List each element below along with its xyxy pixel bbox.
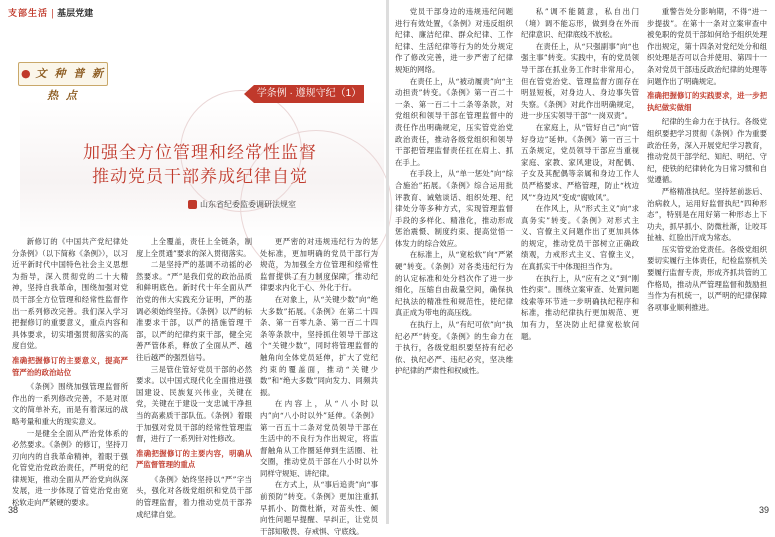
paragraph: 压实管党治党责任。各级党组织要切实履行主体责任，纪检监察机关要履行监督专责，形成齐抓共管的工作格局，推动从严管理监督和鼓励担当作为有机统一，以严明的纪律保障各项事业顺利推进。 [647, 244, 767, 312]
paragraph: 更严密的对违规违纪行为的惩处标准，更加明确的党员干部行为规范，为加强全方位管理和经常性监督提供了有力制度保障，推动纪律要求内化于心、外化于行。 [260, 237, 378, 293]
paragraph: 《条例》始终坚持以“严”字当头，强化对各级党组织和党员干部的管理监督，着力推动党员干部养成纪律自觉。 [136, 474, 252, 519]
paragraph: 在责任上，从“只强副事”向“也强主事”转变。实践中，有的党员领导干部在抓业务工作时非常用心，但在管党治党、管理监督方面存在明显短板，对身边人、身边事失管失察。《条例》对此作出明确规定，进一步压实领导干部“一岗双责”。 [521, 41, 639, 121]
paragraph: 一是健全全面从严治党体系的必然要求。《条例》的修订，坚持刀刃向内的自我革命精神，着眼于强化管党治党政治责任，严明党的纪律规矩，推动全面从严治党向纵深发展，进一步体现了管党治党由宽松软走向严紧硬的要求。 [12, 428, 128, 508]
section-name: 基层党建 [57, 8, 94, 18]
author-icon [188, 200, 197, 209]
paragraph: 《条例》围绕加强管理监督所作出的一系列修改完善，不是对原文的简单补充，而是有着深远的战略考量和重大的现实意义。 [12, 382, 128, 426]
byline-text: 山东省纪委监委调研法规室 [200, 200, 296, 209]
right-page [389, 0, 775, 524]
subheading: 准确把握修订的主要内容，明确从严监督管理的重点 [136, 448, 252, 470]
paragraph: 纪律的生命力在于执行。各级党组织要把学习贯彻《条例》作为重要政治任务，深入开展党纪学习教育，推动党员干部学纪、知纪、明纪、守纪，使铁的纪律转化为日常习惯和自觉遵循。 [647, 117, 767, 185]
right-column-3 [647, 6, 767, 506]
paragraph: 在作风上，从“形式主义”向“求真务实”转变。《条例》对形式主义、官僚主义问题作出了更加具体的规定，推动党员干部树立正确政绩观，力戒形式主义、官僚主义，在真抓实干中体现担当作为。 [521, 204, 639, 272]
article-title-line2: 推动党员干部养成纪律自觉 [92, 167, 308, 187]
paragraph: 在标准上，从“宽松软”向“严紧硬”转变。《条例》对各类违纪行为的认定标准和处分档次作了进一步细化，压缩自由裁量空间，确保执纪执法的精准性和规范性，使纪律真正成为带电的高压线。 [395, 250, 513, 318]
paragraph: 私”调不能随意，私自出门（境）调不能忘形，做到身在外而纪律意识、纪律底线不放松。 [521, 7, 639, 40]
byline [188, 199, 296, 210]
left-column-1 [12, 236, 128, 508]
paragraph: 严格精准执纪。坚持惩前毖后、治病救人，运用好监督执纪“四种形态”，特别是在用好第一种形态上下功夫，抓早抓小、防微杜渐，让咬耳扯袖、红脸出汗成为常态。 [647, 186, 767, 243]
page-number-left: 38 [8, 505, 19, 515]
column-badge-text: 文 种 普 新 热 点 [35, 67, 106, 102]
page-number-right: 39 [758, 505, 769, 515]
left-column-2 [136, 236, 252, 519]
paragraph: 党员干部身边的违规违纪问题进行有效处置，《条例》对违反组织纪律、廉洁纪律、群众纪律、工作纪律、生活纪律等行为的处分规定作了修改完善，进一步严密了纪律规矩的网络。 [395, 7, 513, 74]
running-header [8, 6, 93, 19]
badge-dot-icon: ● [20, 67, 33, 80]
paragraph: 在内容上，从“八小时以内”向“八小时以外”延伸。《条例》第一百五十二条对党员领导干部在生活中的不良行为作出规定，将监督触角从工作圈延伸到生活圈、社交圈，推动党员干部在八小时以外同样守规矩、讲纪律。 [260, 399, 378, 478]
subheading: 准确把握修订的主要意义，提高严管严治的政治站位 [12, 355, 128, 377]
right-column-1 [395, 6, 513, 506]
magazine-brand: 支部生活 [8, 9, 49, 19]
column-badge [18, 62, 108, 102]
subheading: 准确把握修订的实践要求，进一步把执纪做实做细 [647, 91, 767, 112]
paragraph: 重警告处分影响期，不得“进一步提拔”。在第十一条对立案审查中被免职的党员干部如何给予组织处理作出规定，第十四条对党纪处分和组织处理是否可以合并使用、第四十一条对党员干部违反政治纪律的处理等问题作出了明确规定。 [647, 7, 767, 86]
paragraph: 在家庭上，从“管好自己”向“管好身边”延伸。《条例》第一百三十五条规定，党员领导干部应当重视家庭、家教、家风建设，对配偶、子女及其配偶等亲属和身边工作人员严格要求、严格管理，防止“枕边风”“身边风”变成“腐败风”。 [521, 122, 639, 202]
left-page [0, 0, 386, 536]
paragraph: 三是管住管好党员干部的必然要求。以中国式现代化全面推进强国建设、民族复兴伟业，关键在党，关键在于建设一支忠诚干净担当的高素质干部队伍。《条例》着眼于加强对党员干部的经常性管理监督，进行了一系列针对性修改。 [136, 364, 252, 444]
paragraph: 二是坚持严的基调不动摇的必然要求。“严”是我们党的政治品质和鲜明底色。新时代十年全面从严治党的伟大实践充分证明，严的基调必须始终坚持。《条例》以严的标准要求干部，以严的措施管理干部，以严的纪律约束干部，健全完善严管体系，释放了全面从严、越往后越严的强烈信号。 [136, 260, 252, 362]
paragraph: 在执行上，从“有纪可依”向“执纪必严”转变。《条例》的生命力在于执行，各级党组织要坚持有纪必依、执纪必严、违纪必究，坚决维护纪律的严肃性和权威性。 [395, 320, 513, 376]
paragraph: 新修订的《中国共产党纪律处分条例》（以下简称《条例》），以习近平新时代中国特色社会主义思想为指导，深入贯彻党的二十大精神，坚持自我革命，围绕加强对党员干部全方位管理和经常性监督作出一系列修改完善。我们深入学习把握修订的重要意义，重点内容和具体要求，切实增强贯彻落实的高度自觉。 [12, 237, 128, 351]
left-column-3 [260, 236, 378, 536]
paragraph: 在执行上，从“应有之义”到“刚性约束”。围绕立案审查、处置问题线索等环节进一步明确执纪程序和标准，推动纪律执行更加规范、更加有力，坚决防止纪律宽松软问题。 [521, 273, 639, 341]
article-title-line1: 加强全方位管理和经常性监督 [83, 143, 317, 163]
header-separator: | [51, 9, 55, 19]
paragraph: 在对象上，从“关键少数”向“绝大多数”拓展。《条例》在第二十四条、第一百零九条、第一百二十四条等条款中，坚持抓住领导干部这个“关键少数”，同时将管理监督的触角向全体党员延伸，扩大了党纪约束的覆盖面，推动“关键少数”和“绝大多数”同向发力、同频共振。 [260, 294, 378, 397]
paragraph: 在手段上，从“单一惩处”向“综合施治”拓展。《条例》综合运用批评教育、诫勉谈话、组织处理、纪律处分等多种方式，实现管理监督手段的多样化、精准化，推动形成惩治震慑、制度约束、提高觉悟一体发力的综合效应。 [395, 169, 513, 248]
series-banner: 学条例 · 遵规守纪（1） [254, 85, 364, 103]
paragraph: 上全覆盖，责任上全链条，制度上全贯通”要求的深入贯彻落实。 [136, 237, 252, 258]
right-column-2 [521, 6, 639, 506]
paragraph: 在责任上，从“被动履责”向“主动担责”转变。《条例》第一百二十一条、第一百二十二条等条款，对党组织和领导干部在管理监督中的责任作出明确规定，压实管党治党政治责任，推动各级党组织和领导干部把管理监督责任扛在肩上、抓在手上。 [395, 76, 513, 167]
paragraph: 在方式上，从“事后追责”向“事前预防”转变。《条例》更加注重抓早抓小、防微杜渐，对苗头性、倾向性问题早提醒、早纠正，让党员干部知敬畏、存戒惧、守底线。 [260, 480, 378, 536]
